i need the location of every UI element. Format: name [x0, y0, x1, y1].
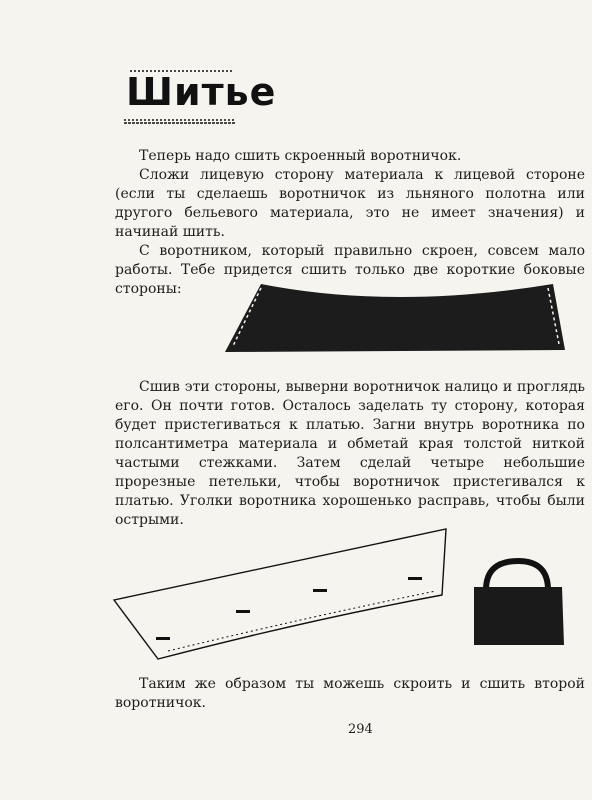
- page-number: 294: [348, 722, 373, 737]
- paragraph-2: Сложи лицевую сторону материала к лицевой стороне (если ты сделаешь воротничок из льняного полотна или другого бельевого материала, это не имеет значения) и начинай шить.: [115, 167, 585, 240]
- collar-with-buttonholes-illustration: [108, 525, 453, 665]
- instructions-text-block: [115, 378, 585, 530]
- section-heading: [120, 68, 277, 130]
- heading-title: Шитье: [126, 70, 277, 114]
- closing-text-block: [115, 675, 585, 713]
- paragraph-1: Теперь надо сшить скроенный воротничок.: [139, 148, 462, 164]
- intro-text-block: [115, 147, 585, 299]
- collar-side-seams-illustration: [223, 280, 568, 355]
- paragraph-3: С воротником, который правильно скроен, совсем мало работы. Тебе придется сшить только две короткие боковые стороны:: [115, 243, 585, 297]
- paragraph-5: Таким же образом ты можешь скроить и сшить второй воротничок.: [115, 676, 585, 711]
- heading-decoration-bottom: [120, 118, 238, 124]
- paragraph-4: Сшив эти стороны, выверни воротничок налицо и проглядь его. Он почти готов. Осталось заделать ту сторону, которая будет пристегиваться к платью. Загни внутрь воротника по полсантиметра материала и обметай края толстой ниткой частыми стежками. Затем сделай четыре небольшие прорезные петельки, чтобы воротничок пристегивался к платью. Уголки воротника хорошенько расправь, чтобы были острыми.: [115, 379, 585, 528]
- iron-icon: [468, 555, 568, 650]
